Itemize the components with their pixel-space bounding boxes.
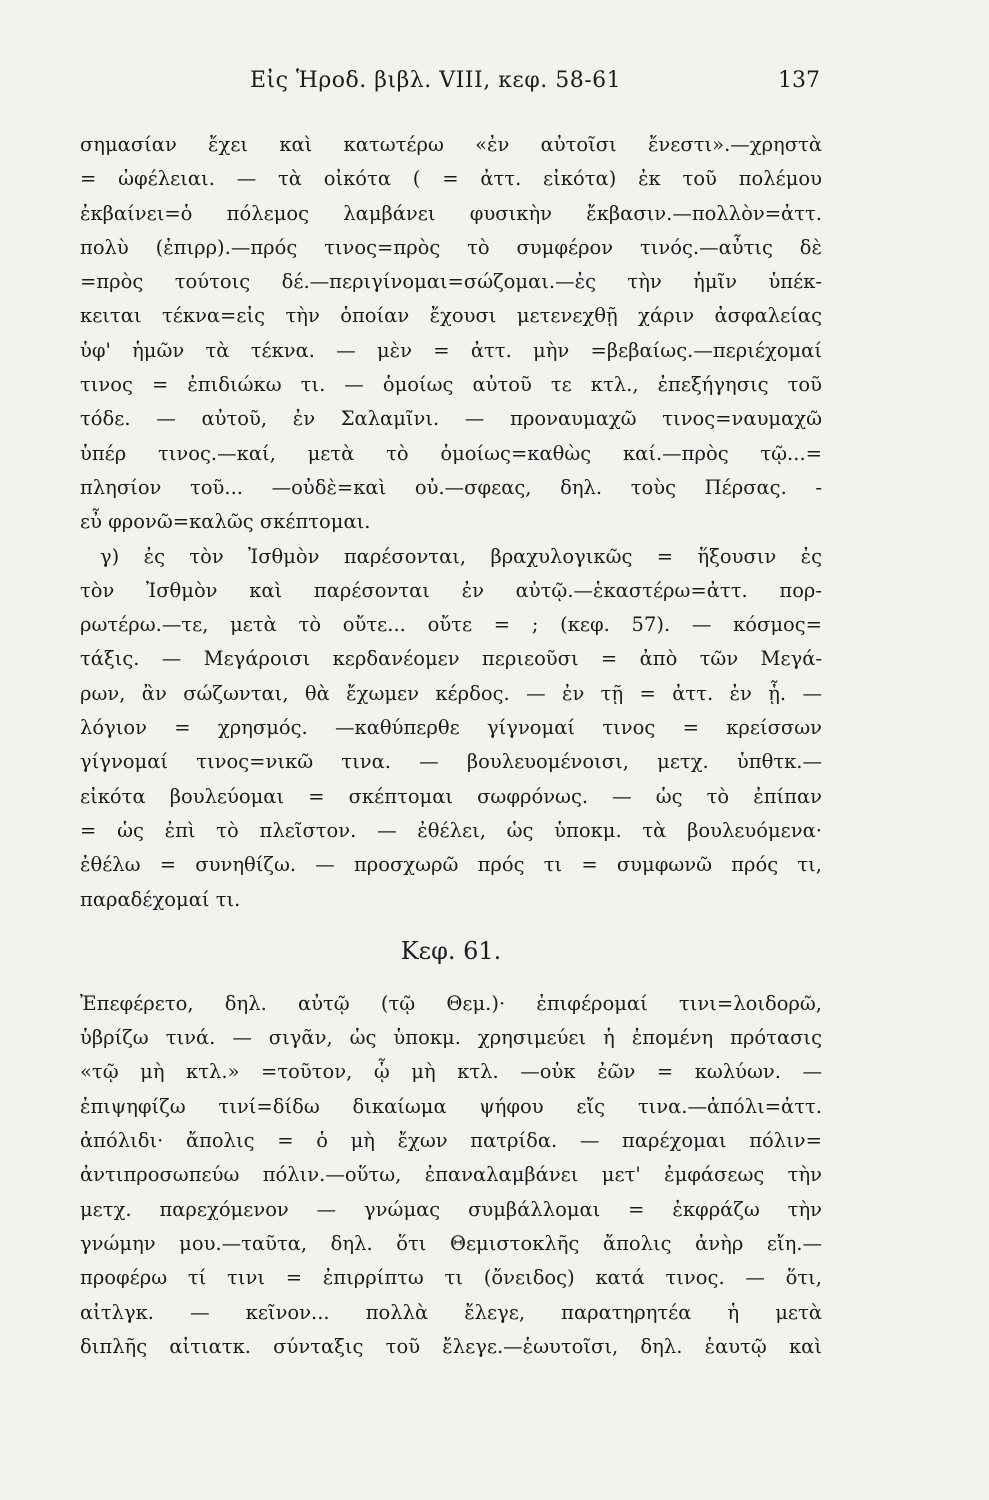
text-line: ἐκβαίνει=ὁ πόλεμος λαμβάνει φυσικὴν ἔκβασιν.—πολλὸν=ἀττ. [80,201,822,225]
text-line: = ὡς ἐπὶ τὸ πλεῖστον. — ἐθέλει, ὡς ὑποκμ. τὰ βουλευόμενα· [80,818,822,842]
text-line: λόγιον = χρησμός. —καθύπερθε γίγνομαί τινος = κρείσσων [80,716,822,740]
text-line: τινος = ἐπιδιώκω τι. — ὁμοίως αὐτοῦ τε κτλ., ἐπεξήγησις τοῦ [80,373,822,397]
text-line: ὑβρίζω τινά. — σιγᾶν, ὡς ὑποκμ. χρησιμεύει ἡ ἑπομένη πρότασις [80,1026,822,1050]
section-heading: Κεφ. 61. [400,936,502,965]
text-line: εἰκότα βουλεύομαι = σκέπτομαι σωφρόνως. — ὡς τὸ ἐπίπαν [80,784,822,808]
text-line: γίγνομαί τινος=νικῶ τινα. — βουλευομένοισι, μετχ. ὑπθτκ.— [80,750,822,774]
text-line: ὑφ' ἡμῶν τὰ τέκνα. — μὲν = ἀττ. μὴν =βεβαίως.—περιέχομαί [80,338,822,362]
commentary-block-3 [80,987,822,1364]
text-line: «τῷ μὴ κτλ.» =τοῦτον, ᾧ μὴ κτλ. —οὐκ ἐῶν = κωλύων. — [80,1060,822,1084]
text-line: ἐπιψηφίζω τινί=δίδω δικαίωμα ψήφου εἴς τινα.—ἀπόλι=ἀττ. [80,1094,822,1118]
text-line: εὖ φρονῶ=καλῶς σκέπτομαι. [80,510,371,534]
text-line: διπλῆς αἰτιατκ. σύνταξις τοῦ ἔλεγε.—ἑωυτοῖσι, δηλ. ἑαυτῷ καὶ [80,1334,822,1358]
text-line: μετχ. παρεχόμενον — γνώμας συμβάλλομαι = ἐκφράζω τὴν [80,1197,822,1221]
text-line: ὑπέρ τινος.—καί, μετὰ τὸ ὁμοίως=καθὼς καί.—πρὸς τῷ...= [80,441,822,465]
page-body [80,128,822,1364]
text-line: τὸν Ἰσθμὸν καὶ παρέσονται ἐν αὐτῷ.—ἑκαστέρω=ἀττ. πορ- [80,578,822,602]
text-line: ἀπόλιδι· ἄπολις = ὁ μὴ ἔχων πατρίδα. — παρέχομαι πόλιν= [80,1129,822,1153]
text-line: Ἐπεφέρετο, δηλ. αὐτῷ (τῷ Θεμ.)· ἐπιφέρομαί τινι=λοιδορῶ, [80,991,822,1015]
text-line: = ὠφέλειαι. — τὰ οἰκότα ( = ἀττ. εἰκότα) ἐκ τοῦ πολέμου [80,167,822,191]
text-line: πολὺ (ἐπιρρ).—πρός τινος=πρὸς τὸ συμφέρον τινός.—αὖτις δὲ [80,235,822,259]
text-line: ρωτέρω.—τε, μετὰ τὸ οὔτε... οὔτε = ; (κεφ. 57). — κόσμος= [80,613,822,637]
page-number: 137 [778,68,820,93]
text-line: ρων, ἂν σώζωνται, θὰ ἔχωμεν κέρδος. — ἐν τῇ = ἀττ. ἐν ᾗ. — [80,681,822,705]
page-header [80,68,820,108]
commentary-block-1 [80,128,822,540]
text-line: κειται τέκνα=εἰς τὴν ὁποίαν ἔχουσι μετενεχθῇ χάριν ἀσφαλείας [80,304,822,328]
text-line: σημασίαν ἔχει καὶ κατωτέρω «ἐν αὐτοῖσι ἔνεστι».—χρηστὰ [80,133,822,156]
text-line: τάξις. — Μεγάροισι κερδανέομεν περιεοῦσι = ἀπὸ τῶν Μεγά- [80,647,822,671]
text-line: =πρὸς τούτοις δέ.—περιγίνομαι=σώζομαι.—ἐς τὴν ἡμῖν ὑπέκ- [80,270,822,294]
text-line: γ) ἐς τὸν Ἰσθμὸν παρέσονται, βραχυλογικῶς = ἥξουσιν ἐς [100,544,822,568]
text-line: παραδέχομαί τι. [80,887,241,911]
text-line: ἀντιπροσωπεύω πόλιν.—οὕτω, ἐπαναλαμβάνει μετ' ἐμφάσεως τὴν [80,1163,822,1187]
text-line: τόδε. — αὐτοῦ, ἐν Σαλαμῖνι. — προναυμαχῶ τινος=ναυμαχῶ [80,407,822,431]
commentary-block-2 [80,540,822,917]
text-line: ἐθέλω = συνηθίζω. — προσχωρῶ πρός τι = συμφωνῶ πρός τι, [80,853,822,877]
text-line: προφέρω τί τινι = ἐπιρρίπτω τι (ὄνειδος) κατά τινος. — ὅτι, [80,1266,822,1290]
text-line: πλησίον τοῦ... —οὐδὲ=καὶ οὐ.—σφεας, δηλ. τοὺς Πέρσας. - [80,475,822,499]
text-line: αἰτλγκ. — κεῖνον... πολλὰ ἔλεγε, παρατηρητέα ἡ μετὰ [80,1300,822,1324]
text-line: γνώμην μου.—ταῦτα, δηλ. ὅτι Θεμιστοκλῆς ἄπολις ἀνὴρ εἴη.— [80,1231,822,1255]
running-title: Εἰς Ἡροδ. βιβλ. VIII, κεφ. 58-61 [250,68,622,93]
